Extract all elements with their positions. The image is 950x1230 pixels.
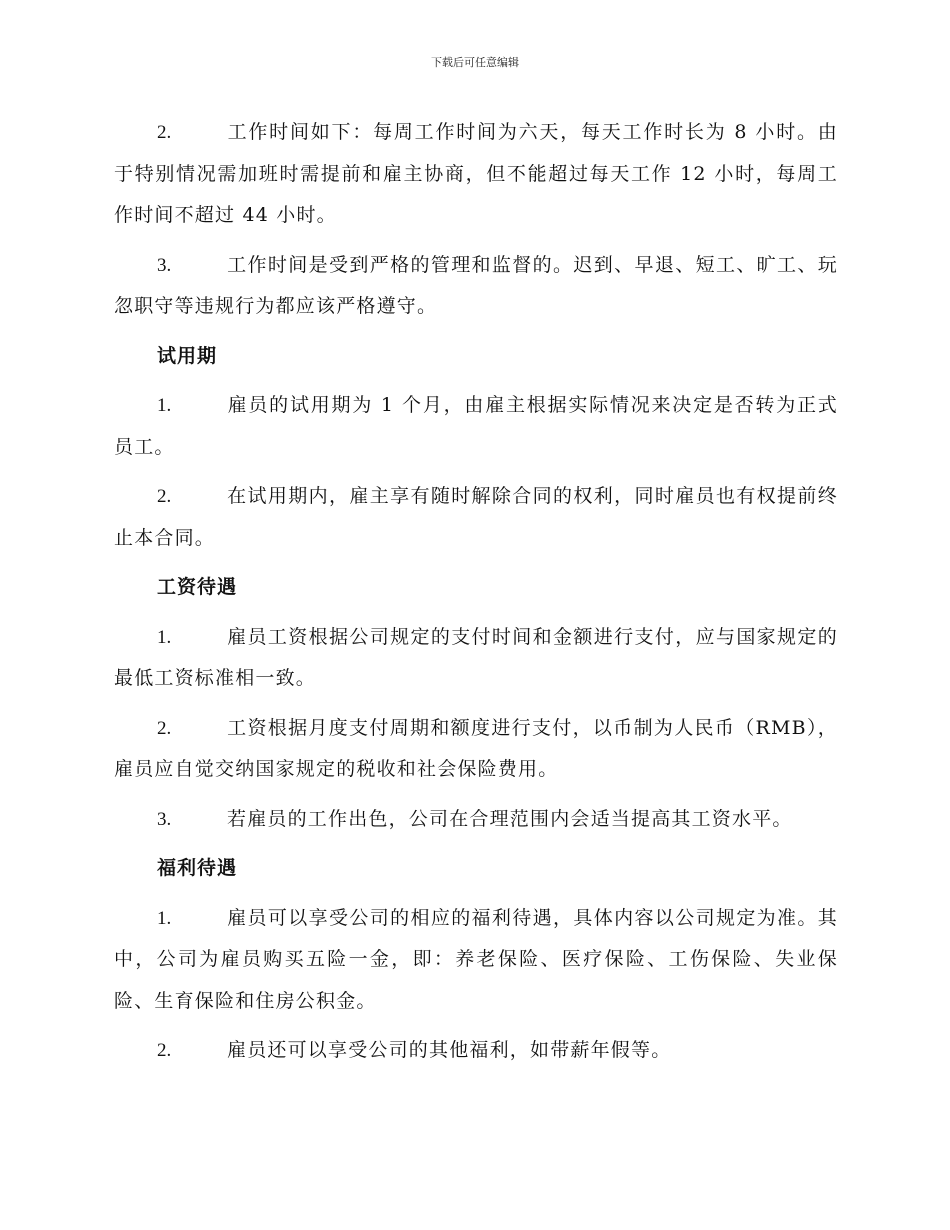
- page-header: 下载后可任意编辑: [431, 56, 519, 69]
- list-item: [114, 617, 838, 700]
- list-item: [114, 245, 838, 328]
- item-text: 工作时间是受到严格的管理和监督的。迟到、早退、短工、旷工、玩忽职守等违规行为都应该严格遵守。: [114, 253, 838, 317]
- item-text: 雇员的试用期为 1 个月，由雇主根据实际情况来决定是否转为正式员工。: [114, 394, 838, 458]
- item-number: 1.: [157, 907, 172, 929]
- list-item: [114, 1030, 838, 1072]
- item-number: 1.: [157, 395, 172, 416]
- item-number: 2.: [157, 122, 172, 143]
- item-number: 2.: [157, 717, 172, 739]
- list-item: [114, 112, 838, 237]
- item-text: 雇员可以享受公司的相应的福利待遇，具体内容以公司规定为准。其中，公司为雇员购买五险一金，即：养老保险、医疗保险、工伤保险、失业保险、生育保险和住房公积金。: [114, 906, 838, 1012]
- item-text: 工资根据月度支付周期和额度进行支付，以币制为人民币（RMB），雇员应自觉交纳国家规定的税收和社会保险费用。: [114, 716, 838, 780]
- item-text: 雇员还可以享受公司的其他福利，如带薪年假等。: [227, 1039, 672, 1061]
- section-title: 工资待遇: [157, 576, 238, 598]
- list-item: [114, 799, 838, 841]
- item-text: 工作时间如下：每周工作时间为六天，每天工作时长为 8 小时。由于特别情况需加班时需提前和雇主协商，但不能超过每天工作 12 小时，每周工作时间不超过 44 小时。: [114, 121, 838, 226]
- item-number: 3.: [157, 254, 172, 276]
- item-number: 2.: [157, 1040, 172, 1061]
- item-text: 雇员工资根据公司规定的支付时间和金额进行支付，应与国家规定的最低工资标准相一致。: [114, 625, 838, 689]
- item-number: 1.: [157, 626, 172, 648]
- list-item: [114, 708, 838, 791]
- item-number: 3.: [157, 808, 172, 830]
- document-body: [114, 112, 838, 1080]
- item-text: 在试用期内，雇主享有随时解除合同的权利，同时雇员也有权提前终止本合同。: [114, 485, 838, 549]
- item-text: 若雇员的工作出色，公司在合理范围内会适当提高其工资水平。: [227, 807, 793, 830]
- item-number: 2.: [157, 486, 172, 507]
- list-item: [114, 898, 838, 1023]
- list-item: [114, 476, 838, 559]
- section-title: 试用期: [157, 344, 218, 367]
- section-title: 福利待遇: [157, 857, 238, 879]
- list-item: [114, 385, 838, 468]
